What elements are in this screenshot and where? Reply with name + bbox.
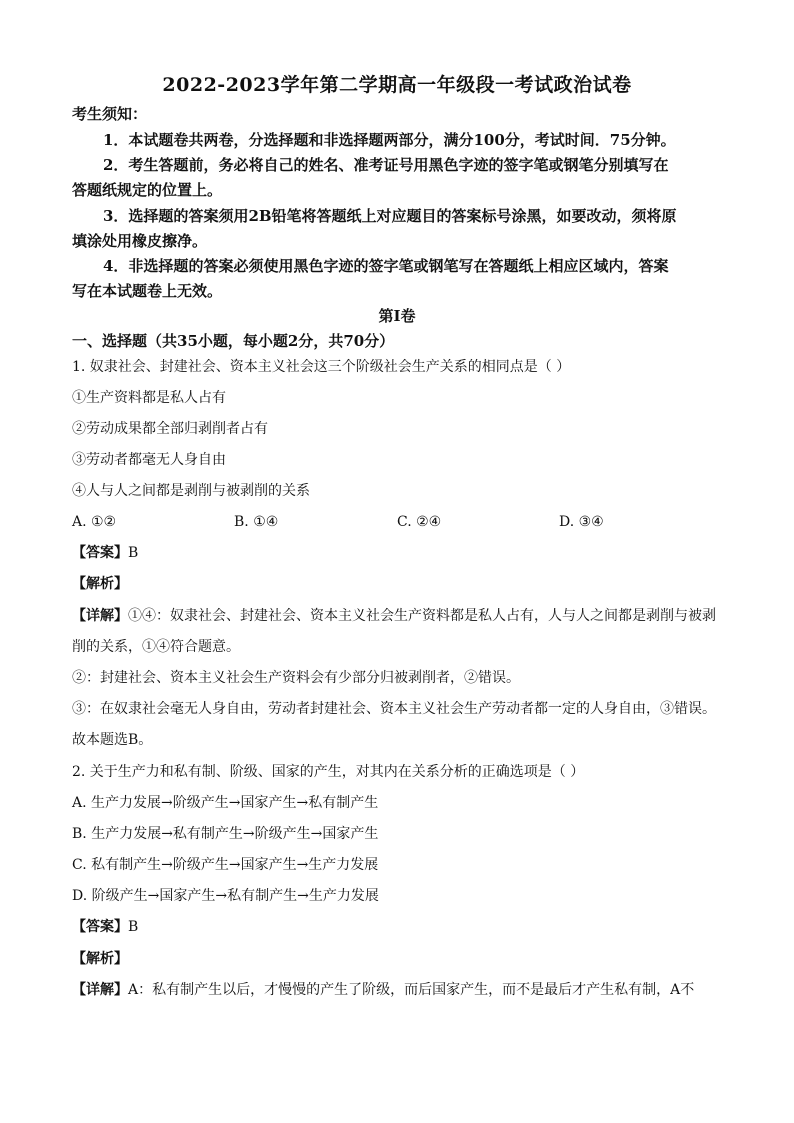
- q1-option-a: A. ①②: [72, 514, 117, 530]
- notice-item-4b: 写在本试题卷上无效。: [72, 282, 223, 300]
- q1-stem: 1. 奴隶社会、封建社会、资本主义社会这三个阶级社会生产关系的相同点是（ ）: [72, 359, 571, 375]
- q1-statement-2: ②劳动成果都全部归剥削者占有: [72, 421, 268, 437]
- q1-detail-line-3: ②：封建社会、资本主义社会生产资料会有少部分归被剥削者，②错误。: [72, 670, 520, 686]
- answer-value: B: [128, 919, 139, 935]
- q1-answer: [72, 543, 138, 563]
- notice-item-4a: 4．非选择题的答案必须使用黑色字迹的签字笔或钢笔写在答题纸上相应区域内，答案: [103, 257, 669, 275]
- answer-label: 【答案】: [72, 919, 128, 935]
- q1-statement-4: ④人与人之间都是剥削与被剥削的关系: [72, 483, 310, 499]
- notice-item-3a: 3．选择题的答案须用2B铅笔将答题纸上对应题目的答案标号涂黑，如要改动，须将原: [103, 207, 677, 225]
- q1-detail-line-1: [72, 606, 716, 626]
- q2-option-a: A. 生产力发展→阶级产生→国家产生→私有制产生: [72, 795, 379, 811]
- q1-statement-3: ③劳动者都毫无人身自由: [72, 452, 226, 468]
- section-heading: 一、选择题（共35小题，每小题2分，共70分）: [72, 332, 395, 350]
- q1-statement-1: ①生产资料都是私人占有: [72, 390, 226, 406]
- q2-option-c: C. 私有制产生→阶级产生→国家产生→生产力发展: [72, 857, 379, 873]
- notice-item-2b: 答题纸规定的位置上。: [72, 181, 223, 199]
- q1-option-c: C. ②④: [397, 514, 442, 530]
- q2-option-d: D. 阶级产生→国家产生→私有制产生→生产力发展: [72, 888, 379, 904]
- q2-stem: 2. 关于生产力和私有制、阶级、国家的产生，对其内在关系分析的正确选项是（ ）: [72, 764, 585, 780]
- q2-analysis-label: 【解析】: [72, 951, 128, 967]
- q1-option-d: D. ③④: [559, 514, 604, 530]
- notice-item-2a: 2．考生答题前，务必将自己的姓名、准考证号用黑色字迹的签字笔或钢笔分别填写在: [103, 156, 669, 174]
- volume-heading: 第I卷: [378, 307, 416, 325]
- detail-label: 【详解】: [72, 982, 128, 998]
- q2-detail-line-1: [72, 980, 694, 1000]
- answer-label: 【答案】: [72, 545, 128, 561]
- detail-label: 【详解】: [72, 608, 128, 624]
- q1-detail-line-2: 削的关系，①④符合题意。: [72, 639, 240, 655]
- notice-heading: 考生须知：: [72, 105, 148, 123]
- detail-text: ①④：奴隶社会、封建社会、资本主义社会生产资料都是私人占有，人与人之间都是剥削与被剥: [128, 608, 716, 624]
- q1-option-b: B. ①④: [234, 514, 279, 530]
- notice-item-1: 1．本试题卷共两卷，分选择题和非选择题两部分，满分100分，考试时间．75分钟。: [103, 131, 676, 149]
- notice-item-3b: 填涂处用橡皮擦净。: [72, 232, 208, 250]
- q1-analysis-label: 【解析】: [72, 576, 128, 592]
- q2-answer: [72, 917, 138, 937]
- q2-option-b: B. 生产力发展→私有制产生→阶级产生→国家产生: [72, 826, 379, 842]
- page-title: 2022-2023学年第二学期高一年级段一考试政治试卷: [162, 74, 632, 96]
- detail-text: A：私有制产生以后，才慢慢的产生了阶级，而后国家产生，而不是最后才产生私有制，A不: [128, 982, 695, 998]
- q1-detail-line-5: 故本题选B。: [72, 732, 153, 748]
- answer-value: B: [128, 545, 139, 561]
- q1-detail-line-4: ③：在奴隶社会毫无人身自由，劳动者封建社会、资本主义社会生产劳动者都一定的人身自由，③错误。: [72, 701, 716, 717]
